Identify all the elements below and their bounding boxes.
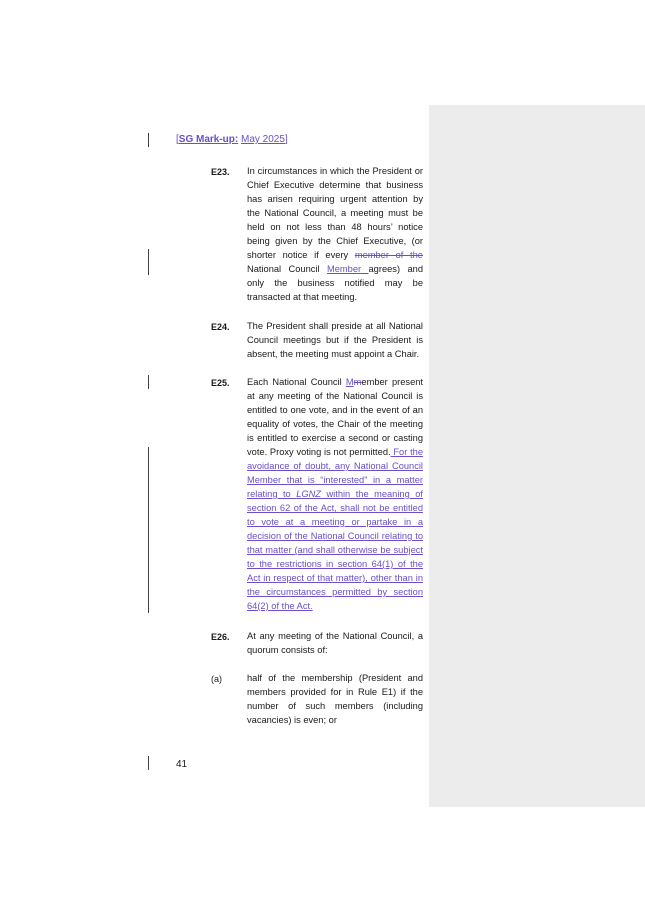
inserted-text: For the avoidance of doubt, any National Council Member that is “interested” in a matter relating to (247, 447, 423, 499)
change-bar (148, 375, 149, 389)
rule-e23-label: E23. (211, 167, 230, 177)
deleted-text: member of the (354, 250, 423, 260)
inserted-text: LGNZ (296, 489, 321, 499)
change-bar (148, 133, 149, 147)
item-a-text: half of the membership (President and members provided for in Rule E1) if the number of such members (including vacancies) is even; or (247, 673, 423, 725)
rule-e23-text: In circumstances in which the President or Chief Executive determine that business has arisen requiring urgent attention by the National Council, a meeting must be held on not less than 48 hours’ notice being given by the Chief Executive, (or shorter notice if every member of the National Council Member agrees) and only the business notified may be transacted at that meeting. (247, 166, 423, 302)
page-number: 41 (176, 759, 188, 770)
change-bar (148, 447, 149, 613)
markup-header: [SG Mark-up: May 2025] (176, 134, 288, 145)
inserted-text: M (345, 377, 354, 387)
rule-e24-text: The President shall preside at all National Council meetings but if the President is absent, the meeting must appoint a Chair. (247, 321, 423, 359)
comment-pane (429, 105, 645, 807)
change-bar (148, 249, 149, 275)
deleted-text: m (353, 377, 362, 387)
inserted-text: Member (326, 264, 369, 274)
inserted-text: within the meaning of section 62 of the Act, shall not be entitled to vote at a meeting or partake in a decision of the National Council relating to that matter (and shall otherwise be subject to the restrictions in section 64(1) of the Act in respect of that matter), other than in the circumstances permitted by section 64(2) of the Act. (247, 489, 423, 611)
item-a-label: (a) (211, 674, 222, 684)
rule-e26-text: At any meeting of the National Council, a quorum consists of: (247, 631, 423, 655)
change-bar (148, 756, 149, 770)
rule-e25-text: Each National Council Mmember present at any meeting of the National Council is entitled to one vote, and in the event of an equality of votes, the Chair of the meeting is entitled to exercise a second or casting vote. Proxy voting is not permitted. For the avoidance of doubt, any National Council Member that is “interested” in a matter relating to LGNZ within the meaning of section 62 of the Act, shall not be entitled to vote at a meeting or partake in a decision of the National Council relating to that matter (and shall otherwise be subject to the restrictions in section 64(1) of the Act in respect of that matter), other than in the circumstances permitted by section 64(2) of the Act. (247, 377, 423, 611)
rule-e25-label: E25. (211, 378, 230, 388)
rule-e24-label: E24. (211, 322, 230, 332)
rule-e26-label: E26. (211, 632, 230, 642)
